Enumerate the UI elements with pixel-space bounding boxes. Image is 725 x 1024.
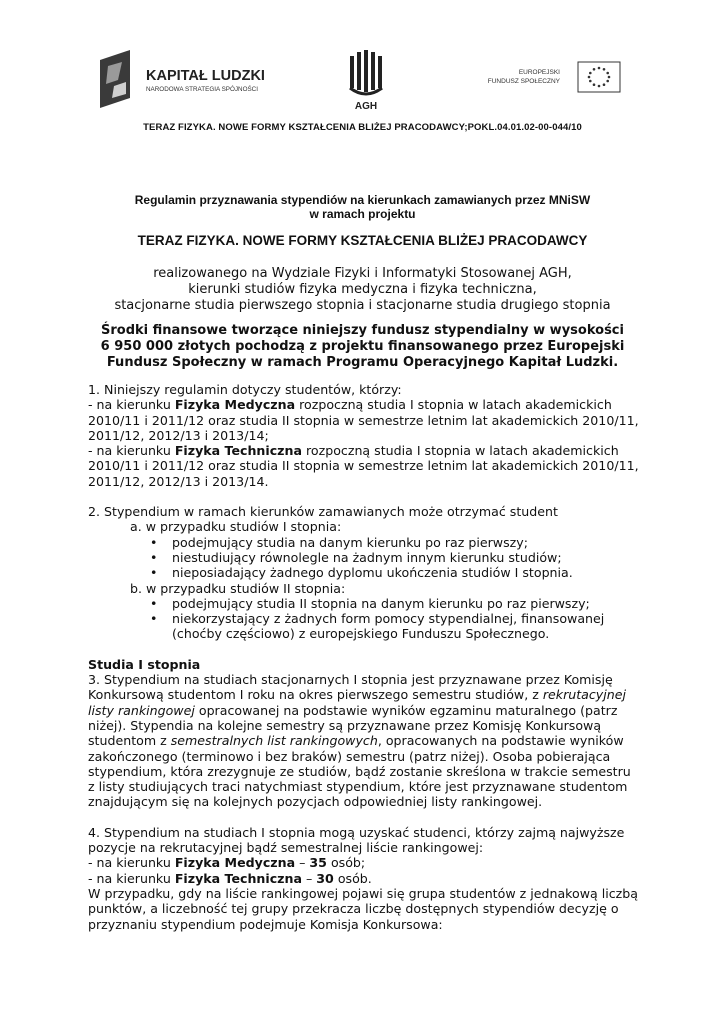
- agh-logo: [346, 50, 386, 112]
- text-prefix: - na kierunku: [88, 443, 175, 459]
- efs-line1: EUROPEJSKI: [518, 69, 560, 76]
- funding-info: [0, 323, 725, 371]
- section1-tech-line3: 2011/12, 2012/13 i 2013/14.: [88, 473, 269, 489]
- project-title: TERAZ FIZYKA. NOWE FORMY KSZTAŁCENIA BLIŻEJ PRACODAWCY: [137, 233, 588, 248]
- header-logos: [100, 50, 625, 112]
- realization-info: [0, 266, 725, 314]
- section3-line3: listy rankingowej opracowanej na podstawie wyników egzaminu maturalnego (patrz: [88, 702, 618, 718]
- major-name: Fizyka Medyczna: [174, 397, 296, 413]
- section-2: [88, 504, 648, 642]
- project-code-line: TERAZ FIZYKA. NOWE FORMY KSZTAŁCENIA BLIŻEJ PRACODAWCY;POKL.04.01.02-00-044/10: [143, 122, 582, 133]
- section2-a-label: a. w przypadku studiów I stopnia:: [130, 519, 342, 535]
- kl-title: KAPITAŁ LUDZKI: [146, 68, 265, 84]
- agh-text: AGH: [354, 101, 378, 112]
- regulation-body: [88, 382, 648, 932]
- section4-line1: 4. Stypendium na studiach I stopnia mogą uzyskać studenci, którzy zajmą najwyższe: [88, 824, 625, 840]
- section3-line7: stypendium, która zrezygnuje ze studiów, bądź zostanie skreślona w trakcie semestru: [88, 763, 631, 779]
- regulation-title-line2: w ramach projektu: [309, 207, 416, 221]
- funding-line2: 6 950 000 złotych pochodzą z projektu finansowanego przez Europejski: [100, 339, 625, 354]
- funding-line1: Środki finansowe tworzące niniejszy fundusz stypendialny w wysokości: [101, 323, 624, 338]
- realization-line2: kierunki studiów fizyka medyczna i fizyka techniczna,: [188, 282, 537, 297]
- text-prefix: - na kierunku: [88, 397, 175, 413]
- section1-intro: 1. Niniejszy regulamin dotyczy studentów, którzy:: [88, 382, 402, 397]
- section4-line7: przyznaniu stypendium podejmuje Komisja Konkursowa:: [88, 916, 443, 932]
- efs-logo: [482, 60, 622, 96]
- efs-line2: FUNDUSZ SPOŁECZNY: [487, 78, 560, 85]
- section3-line6: zakończonego (terminowo i bez braków) semestru (patrz niżej). Osoba pobierająca: [88, 748, 611, 764]
- section1-tech-line1: [88, 443, 648, 458]
- section3-line9: znajdującym się na kolejnych pozycjach odpowiedniej listy rankingowej.: [88, 794, 543, 810]
- kl-subtitle: NARODOWA STRATEGIA SPÓJNOŚCI: [146, 86, 258, 93]
- section3-heading: Studia I stopnia: [88, 656, 201, 672]
- bullet-icon: •: [150, 595, 158, 611]
- realization-line3: stacjonarne studia pierwszego stopnia i stacjonarne studia drugiego stopnia: [114, 298, 611, 313]
- bullet-icon: •: [150, 549, 158, 565]
- kapital-ludzki-logo: [100, 50, 330, 108]
- list-item: • podejmujący studia II stopnia na danym kierunku po raz pierwszy;: [150, 595, 590, 611]
- list-item: • nieposiadający żadnego dyplomu ukończenia studiów I stopnia.: [150, 565, 573, 581]
- major-name: Fizyka Techniczna: [174, 443, 302, 459]
- section4-med: - na kierunku Fizyka Medyczna – 35 osób;: [88, 855, 366, 871]
- section1-tech-line2: 2010/11 i 2011/12 oraz studia II stopnia w semestrze letnim lat akademickich 2010/11,: [88, 458, 639, 474]
- section-4: [88, 825, 648, 932]
- funding-line3: Fundusz Społeczny w ramach Programu Operacyjnego Kapitał Ludzki.: [106, 355, 619, 370]
- section3-line4: niżej). Stypendia na kolejne semestry są przyznawane przez Komisję Konkursową: [88, 717, 602, 733]
- text-rest: rozpoczną studia I stopnia w latach akademickich: [301, 443, 619, 459]
- section-1: [88, 382, 648, 489]
- section-3: [88, 657, 648, 810]
- bullet-icon: •: [150, 611, 158, 627]
- section1-med-line1: [88, 397, 648, 412]
- text-rest: rozpoczną studia I stopnia w latach akademickich: [295, 397, 612, 413]
- section2-intro: 2. Stypendium w ramach kierunków zamawianych może otrzymać student: [88, 504, 558, 520]
- bullet-icon: •: [150, 565, 158, 581]
- section1-med-line3: 2011/12, 2012/13 i 2013/14;: [88, 427, 269, 443]
- regulation-title-line1: Regulamin przyznawania stypendiów na kierunkach zamawianych przez MNiSW: [134, 193, 591, 207]
- section3-line2: Konkursową studentom I roku na okres pierwszego semestru studiów, z rekrutacyjnej: [88, 687, 626, 703]
- realization-line1: realizowanego na Wydziale Fizyki i Informatyki Stosowanej AGH,: [153, 266, 572, 281]
- section4-line2: pozycje na rekrutacyjnej bądź semestralnej liście rankingowej:: [88, 840, 484, 856]
- regulation-title: [0, 193, 725, 221]
- list-item: • podejmujący studia na danym kierunku po raz pierwszy;: [150, 534, 528, 550]
- section4-line5: W przypadku, gdy na liście rankingowej pojawi się grupa studentów z jednakową liczbą: [88, 885, 638, 901]
- section4-line6: punktów, a liczebność tej grupy przekracza liczbę dostępnych stypendiów decyzję o: [88, 901, 619, 917]
- section3-line1: 3. Stypendium na studiach stacjonarnych I stopnia jest przyznawane przez Komisję: [88, 672, 613, 688]
- list-item: • niekorzystający z żadnych form pomocy stypendialnej, finansowanej (choćby częściowo) z europejskiego Funduszu Społecznego.: [150, 611, 605, 642]
- section3-line8: z listy studiujących traci natychmiast stypendium, które jest przyznawane studentom: [88, 779, 628, 795]
- bullet-icon: •: [150, 534, 158, 550]
- list-item: • niestudiujący równolegle na żadnym innym kierunku studiów;: [150, 549, 562, 565]
- section1-med-line2: 2010/11 i 2011/12 oraz studia II stopnia w semestrze letnim lat akademickich 2010/11,: [88, 412, 639, 428]
- section4-tech: - na kierunku Fizyka Techniczna – 30 osób.: [88, 870, 372, 886]
- section2-b-label: b. w przypadku studiów II stopnia:: [130, 580, 346, 596]
- section3-line5: studentom z semestralnych list rankingowych, opracowanych na podstawie wyników: [88, 733, 624, 749]
